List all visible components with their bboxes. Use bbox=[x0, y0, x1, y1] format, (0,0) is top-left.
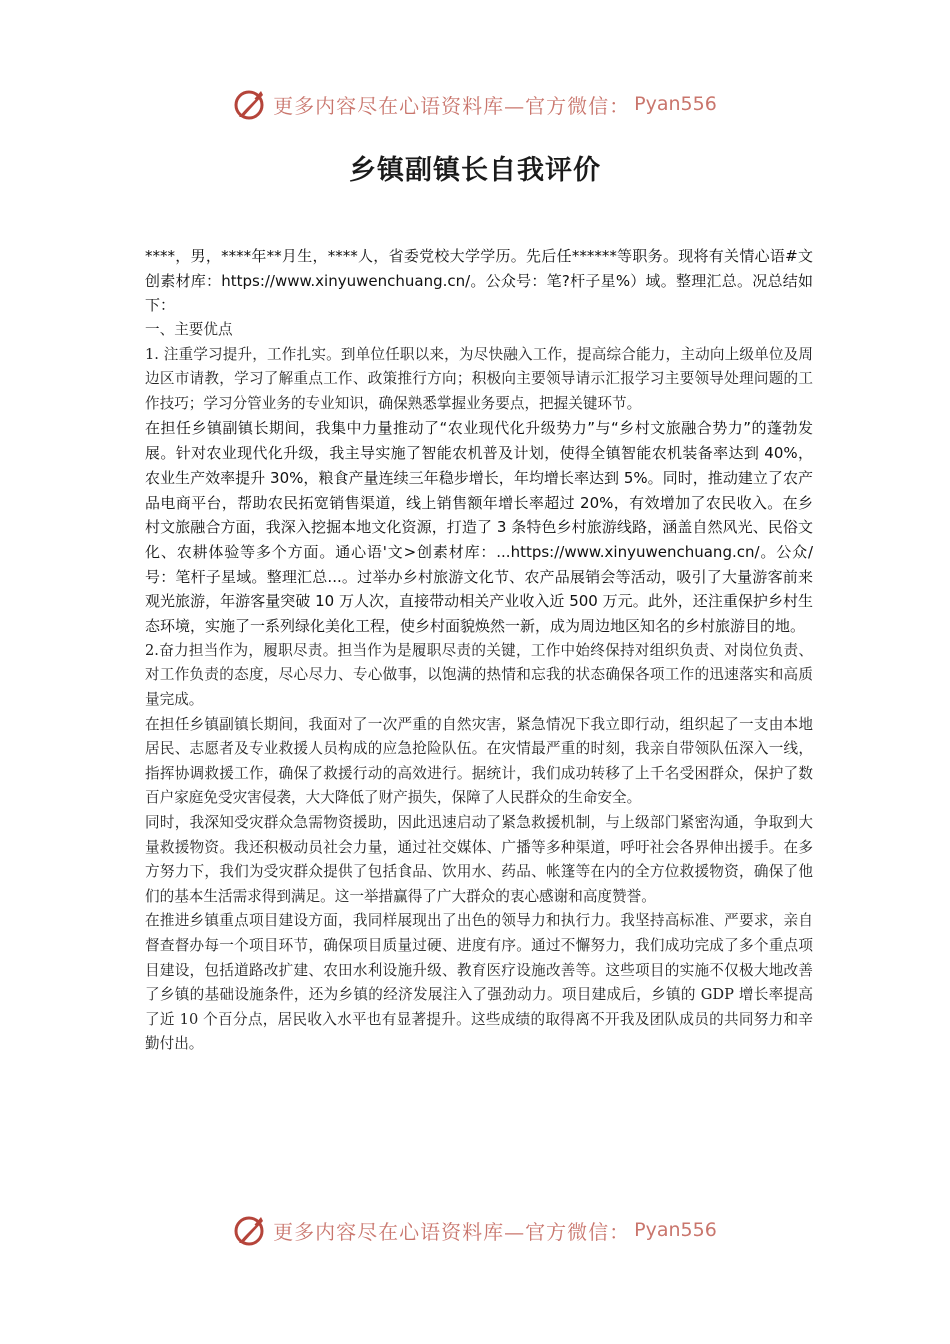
body-paragraph: 2.奋力担当作为，履职尽责。担当作为是履职尽责的关键，工作中始终保持对组织负责、对岗位负责、对工作负责的态度，尽心尽力、专心做事，以饱满的热情和忘我的状态确保各项工作的迅速落实和高质量完成。 bbox=[145, 641, 813, 708]
document-title: 乡镇副镇长自我评价 bbox=[349, 155, 601, 186]
body-paragraph: 同时，我深知受灾群众急需物资援助，因此迅速启动了紧急救援机制，与上级部门紧密沟通，争取到大量救援物资。我还积极动员社会力量，通过社交媒体、广播等多种渠道，呼吁社会各界伸出援手。在多方努力下，我们为受灾群众提供了包括食品、饮用水、药品、帐篷等在内的全方位救援物资，确保了他们的基本生活需求得到满足。这一举措赢得了广大群众的衷心感谢和高度赞誉。 bbox=[145, 813, 813, 905]
footer-watermark-banner bbox=[0, 1210, 950, 1250]
footer-banner-text: 更多内容尽在心语资料库—官方微信： bbox=[273, 1219, 631, 1244]
quill-logo-icon bbox=[233, 1213, 267, 1247]
intro-paragraph: ****，男，****年**月生，****人，省委党校大学学历。先后任******等职务。现将有关情心语#文创素材库：https://www.xinyuwenchuang.cn/。公众号：笔?杆子星%）域。整理汇总。况总结如下： bbox=[145, 247, 813, 315]
section-heading: 一、主要优点 bbox=[145, 321, 233, 339]
body-paragraph: 在推进乡镇重点项目建设方面，我同样展现出了出色的领导力和执行力。我坚持高标准、严要求，亲自督查督办每一个项目环节，确保项目质量过硬、进度有序。通过不懈努力，我们成功完成了多个重点项目建设，包括道路改扩建、农田水利设施升级、教育医疗设施改善等。这些项目的实施不仅极大地改善了乡镇的基础设施条件，还为乡镇的经济发展注入了强劲动力。项目建成后，乡镇的 GDP 增长率提高了近 10 个百分点，居民收入水平也有显著提升。这些成绩的取得离不开我及团队成员的共同努力和辛勤付出。 bbox=[145, 912, 813, 1053]
header-banner-wechat-id: Pyan556 bbox=[634, 93, 717, 115]
body-paragraph: 1. 注重学习提升，工作扎实。到单位任职以来，为尽快融入工作，提高综合能力，主动向上级单位及周边区市请教，学习了解重点工作、政策推行方向；积极向主要领导请示汇报学习主要领导处理问题的工作技巧；学习分管业务的专业知识，确保熟悉掌握业务要点，把握关键环节。 bbox=[145, 345, 813, 412]
body-paragraph: 在担任乡镇副镇长期间，我集中力量推动了“农业现代化升级势力”与“乡村文旅融合势力”的蓬勃发展。针对农业现代化升级，我主导实施了智能农机普及计划，使得全镇智能农机装备率达到 40%，农业生产效率提升 30%，粮食产量连续三年稳步增长，年均增长率达到 5%。同时，推动建立了农产品电商平台，帮助农民拓宽销售渠道，线上销售额年增长率超过 20%，有效增加了农民收入。在乡村文旅融合方面，我深入挖掘本地文化资源，打造了 3 条特色乡村旅游线路，涵盖自然风光、民俗文化、农耕体验等多个方面。通心语'文>创素材库：...https://www.xinyuwenchuang.cn/。公众/号：笔杆子星域。整理汇总...。过举办乡村旅游文化节、农产品展销会等活动，吸引了大量游客前来观光旅游，年游客量突破 10 万人次，直接带动相关产业收入近 500 万元。此外，还注重保护乡村生态环境，实施了一系列绿化美化工程，使乡村面貌焕然一新，成为周边地区知名的乡村旅游目的地。 bbox=[145, 419, 813, 636]
header-watermark-banner bbox=[0, 84, 950, 124]
document-body bbox=[145, 244, 813, 1057]
footer-banner-wechat-id: Pyan556 bbox=[634, 1219, 717, 1241]
header-banner-text: 更多内容尽在心语资料库—官方微信： bbox=[273, 93, 631, 118]
quill-logo-icon bbox=[233, 87, 267, 121]
body-paragraph: 在担任乡镇副镇长期间，我面对了一次严重的自然灾害，紧急情况下我立即行动，组织起了一支由本地居民、志愿者及专业救援人员构成的应急抢险队伍。在灾情最严重的时刻，我亲自带领队伍深入一线，指挥协调救援工作，确保了救援行动的高效进行。据统计，我们成功转移了上千名受困群众，保护了数百户家庭免受灾害侵袭，大大降低了财产损失，保障了人民群众的生命安全。 bbox=[145, 715, 813, 807]
